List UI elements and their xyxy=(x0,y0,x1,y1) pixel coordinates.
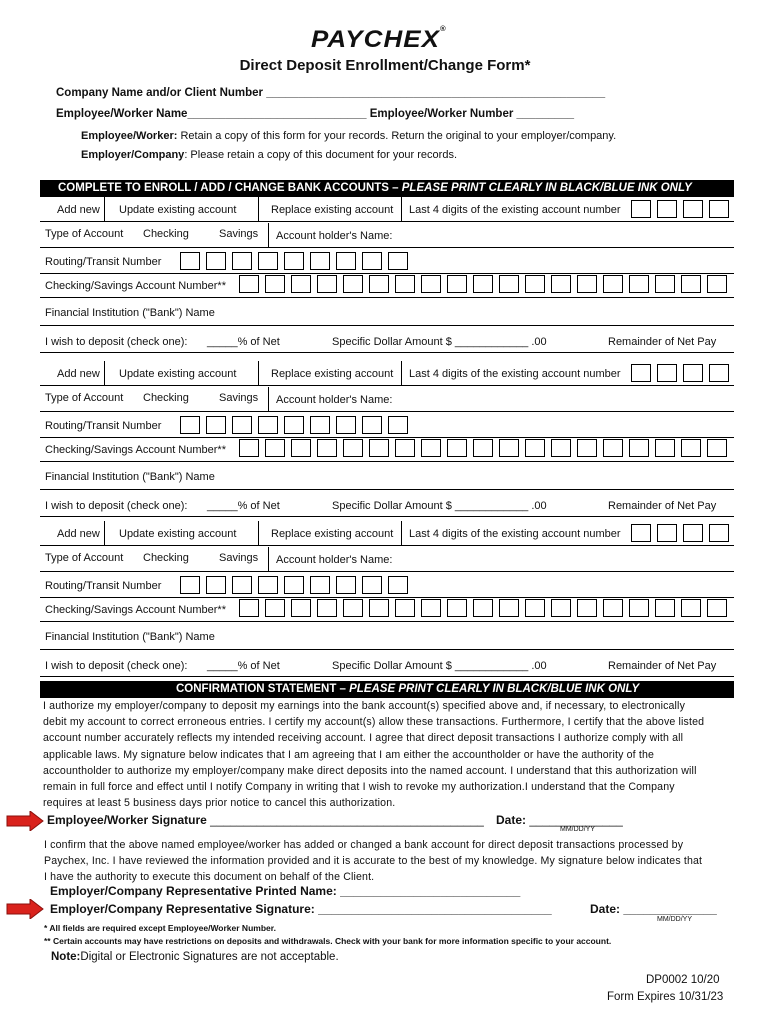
routing-digit-box[interactable] xyxy=(180,416,200,434)
account-digit-box[interactable] xyxy=(525,599,545,617)
last4-digit-box[interactable] xyxy=(709,524,729,542)
replace-existing-option[interactable]: Replace existing account xyxy=(271,368,394,380)
update-existing-option[interactable]: Update existing account xyxy=(119,528,237,540)
divider xyxy=(40,461,734,462)
arrow-icon xyxy=(6,899,44,919)
divider xyxy=(268,547,269,571)
rep-printed-name-field[interactable]: Employer/Company Representative Printed Name: ___________________________ xyxy=(50,884,521,898)
arrow-icon xyxy=(6,811,44,831)
financial-institution-field[interactable]: Financial Institution ("Bank") Name xyxy=(45,631,215,643)
account-digit-box[interactable] xyxy=(525,275,545,293)
divider xyxy=(40,297,734,298)
routing-digit-box[interactable] xyxy=(336,416,356,434)
divider xyxy=(40,571,734,572)
footnote-required: * All fields are required except Employee/Worker Number. xyxy=(44,923,276,933)
divider xyxy=(40,676,734,677)
last4-label: Last 4 digits of the existing account number xyxy=(409,528,621,540)
routing-digit-box[interactable] xyxy=(232,252,252,270)
divider xyxy=(401,361,402,385)
account-digit-box[interactable] xyxy=(395,439,415,457)
account-digit-box[interactable] xyxy=(395,275,415,293)
last4-digit-box[interactable] xyxy=(631,524,651,542)
account-digit-box[interactable] xyxy=(603,275,623,293)
divider xyxy=(40,411,734,412)
account-digit-box[interactable] xyxy=(447,275,467,293)
enroll-section-bar: COMPLETE TO ENROLL / ADD / CHANGE BANK ACCOUNTS – PLEASE PRINT CLEARLY IN BLACK/BLUE INK ONLY xyxy=(40,180,734,197)
form-code: DP0002 10/20 xyxy=(646,974,720,986)
type-of-account-label: Type of Account xyxy=(45,552,124,564)
account-digit-box[interactable] xyxy=(707,439,727,457)
checking-option[interactable]: Checking xyxy=(143,392,189,404)
rep-date-field[interactable]: Date: ______________ xyxy=(590,902,717,916)
account-digit-box[interactable] xyxy=(343,275,363,293)
divider xyxy=(40,489,734,490)
form-title: Direct Deposit Enrollment/Change Form* xyxy=(239,57,531,74)
deposit-choice-label: I wish to deposit (check one): xyxy=(45,500,188,512)
financial-institution-field[interactable]: Financial Institution ("Bank") Name xyxy=(45,307,215,319)
routing-digit-box[interactable] xyxy=(284,252,304,270)
employee-date-field[interactable]: Date: ______________ xyxy=(496,813,623,827)
last4-digit-box[interactable] xyxy=(709,364,729,382)
routing-digit-box[interactable] xyxy=(180,576,200,594)
routing-digit-box[interactable] xyxy=(336,252,356,270)
divider xyxy=(40,437,734,438)
divider xyxy=(40,221,734,222)
divider xyxy=(401,521,402,545)
add-new-option[interactable]: Add new xyxy=(57,528,100,540)
employee-note: Employee/Worker: Retain a copy of this form for your records. Return the original to your employer/company. xyxy=(81,130,617,142)
routing-digit-box[interactable] xyxy=(232,416,252,434)
last4-label: Last 4 digits of the existing account number xyxy=(409,204,621,216)
last4-digit-box[interactable] xyxy=(683,200,703,218)
account-digit-box[interactable] xyxy=(499,439,519,457)
last4-digit-box[interactable] xyxy=(683,524,703,542)
account-digit-box[interactable] xyxy=(577,599,597,617)
specific-amount-option[interactable]: Specific Dollar Amount $ ____________ .00 xyxy=(332,660,547,672)
divider xyxy=(40,247,734,248)
confirmation-statement: I authorize my employer/company to deposit my earnings into the bank account(s) specified above and, if necessary, to electronically debit my account to correct erroneous entries. I certify my account(s) allow these transactions. Furthermore, I certify that the above listed account number accurately reflects my intended receiving account. I agree that direct deposit transactions I authorize comply with all applicable laws. My signature below indicates that I am agreeing that I am either the accountholder or have the authority of the accountholder to authorize my employer/company make direct deposits into the named account. I understand that this authorization will remain in full force and effect until I notify Company in writing that I wish to revoke my authorization.I understand that the Company requires at least 5 business days prior notice to cancel this authorization. xyxy=(43,700,705,810)
account-digit-box[interactable] xyxy=(291,599,311,617)
percent-of-net-option[interactable]: _____% of Net xyxy=(207,660,280,672)
employee-signature-line[interactable]: Employee/Worker Signature _________________________________________ xyxy=(47,813,484,827)
routing-digit-box[interactable] xyxy=(258,252,278,270)
routing-number-label: Routing/Transit Number xyxy=(45,256,162,268)
routing-digit-box[interactable] xyxy=(362,416,382,434)
account-digit-box[interactable] xyxy=(499,599,519,617)
account-digit-box[interactable] xyxy=(473,439,493,457)
account-digit-box[interactable] xyxy=(317,439,337,457)
account-digit-box[interactable] xyxy=(421,599,441,617)
divider xyxy=(40,621,734,622)
routing-digit-box[interactable] xyxy=(310,416,330,434)
replace-existing-option[interactable]: Replace existing account xyxy=(271,528,394,540)
last4-digit-box[interactable] xyxy=(657,524,677,542)
last4-digit-box[interactable] xyxy=(631,200,651,218)
replace-existing-option[interactable]: Replace existing account xyxy=(271,204,394,216)
account-digit-box[interactable] xyxy=(629,275,649,293)
divider xyxy=(40,649,734,650)
account-digit-box[interactable] xyxy=(499,275,519,293)
account-digit-box[interactable] xyxy=(369,599,389,617)
routing-digit-box[interactable] xyxy=(310,252,330,270)
routing-digit-box[interactable] xyxy=(180,252,200,270)
update-existing-option[interactable]: Update existing account xyxy=(119,368,237,380)
divider xyxy=(258,197,259,221)
signature-note: Note:Digital or Electronic Signatures are not acceptable. xyxy=(51,951,339,963)
divider xyxy=(40,545,734,546)
savings-option[interactable]: Savings xyxy=(219,392,259,404)
account-digit-box[interactable] xyxy=(681,439,701,457)
account-digit-box[interactable] xyxy=(577,439,597,457)
routing-digit-box[interactable] xyxy=(258,416,278,434)
account-digit-box[interactable] xyxy=(707,599,727,617)
routing-digit-box[interactable] xyxy=(284,416,304,434)
account-digit-box[interactable] xyxy=(681,599,701,617)
account-digit-box[interactable] xyxy=(603,439,623,457)
financial-institution-field[interactable]: Financial Institution ("Bank") Name xyxy=(45,471,215,483)
rep-signature-field[interactable]: Employer/Company Representative Signature: ___________________________________ xyxy=(50,902,552,916)
divider xyxy=(104,197,105,221)
last4-digit-box[interactable] xyxy=(683,364,703,382)
account-digit-box[interactable] xyxy=(265,439,285,457)
account-holder-name-field[interactable]: Account holder's Name: xyxy=(276,230,393,242)
form-expiry: Form Expires 10/31/23 xyxy=(607,991,724,1003)
routing-digit-box[interactable] xyxy=(258,576,278,594)
routing-digit-box[interactable] xyxy=(232,576,252,594)
account-digit-box[interactable] xyxy=(369,275,389,293)
account-digit-box[interactable] xyxy=(239,275,259,293)
divider xyxy=(104,361,105,385)
account-digit-box[interactable] xyxy=(421,275,441,293)
routing-digit-box[interactable] xyxy=(206,252,226,270)
account-digit-box[interactable] xyxy=(265,275,285,293)
divider xyxy=(40,352,734,353)
type-of-account-label: Type of Account xyxy=(45,228,124,240)
savings-option[interactable]: Savings xyxy=(219,552,259,564)
type-of-account-label: Type of Account xyxy=(45,392,124,404)
routing-digit-box[interactable] xyxy=(310,576,330,594)
account-digit-box[interactable] xyxy=(551,275,571,293)
update-existing-option[interactable]: Update existing account xyxy=(119,204,237,216)
account-digit-box[interactable] xyxy=(343,599,363,617)
routing-digit-box[interactable] xyxy=(388,576,408,594)
account-holder-name-field[interactable]: Account holder's Name: xyxy=(276,554,393,566)
routing-digit-box[interactable] xyxy=(206,416,226,434)
account-digit-box[interactable] xyxy=(603,599,623,617)
account-digit-box[interactable] xyxy=(421,439,441,457)
last4-digit-box[interactable] xyxy=(709,200,729,218)
last4-digit-box[interactable] xyxy=(657,364,677,382)
account-holder-name-field[interactable]: Account holder's Name: xyxy=(276,394,393,406)
divider xyxy=(104,521,105,545)
account-digit-box[interactable] xyxy=(655,599,675,617)
account-digit-box[interactable] xyxy=(447,599,467,617)
divider xyxy=(268,223,269,247)
divider xyxy=(268,387,269,411)
routing-digit-box[interactable] xyxy=(206,576,226,594)
account-digit-box[interactable] xyxy=(317,599,337,617)
account-digit-box[interactable] xyxy=(291,275,311,293)
routing-digit-box[interactable] xyxy=(336,576,356,594)
routing-number-label: Routing/Transit Number xyxy=(45,580,162,592)
routing-digit-box[interactable] xyxy=(388,416,408,434)
account-digit-box[interactable] xyxy=(551,599,571,617)
account-digit-box[interactable] xyxy=(291,439,311,457)
remainder-option[interactable]: Remainder of Net Pay xyxy=(608,500,717,512)
routing-digit-box[interactable] xyxy=(362,576,382,594)
divider xyxy=(40,597,734,598)
account-number-label: Checking/Savings Account Number** xyxy=(45,444,226,456)
account-digit-box[interactable] xyxy=(629,439,649,457)
account-digit-box[interactable] xyxy=(707,275,727,293)
divider xyxy=(40,385,734,386)
routing-digit-box[interactable] xyxy=(388,252,408,270)
checking-option[interactable]: Checking xyxy=(143,552,189,564)
routing-number-label: Routing/Transit Number xyxy=(45,420,162,432)
add-new-option[interactable]: Add new xyxy=(57,204,100,216)
account-digit-box[interactable] xyxy=(265,599,285,617)
account-digit-box[interactable] xyxy=(239,439,259,457)
remainder-option[interactable]: Remainder of Net Pay xyxy=(608,660,717,672)
confirmation-bar: CONFIRMATION STATEMENT – PLEASE PRINT CLEARLY IN BLACK/BLUE INK ONLY xyxy=(40,681,734,698)
percent-of-net-option[interactable]: _____% of Net xyxy=(207,336,280,348)
account-digit-box[interactable] xyxy=(577,275,597,293)
specific-amount-option[interactable]: Specific Dollar Amount $ ____________ .00 xyxy=(332,500,547,512)
savings-option[interactable]: Savings xyxy=(219,228,259,240)
deposit-choice-label: I wish to deposit (check one): xyxy=(45,336,188,348)
employer-note: Employer/Company: Please retain a copy of this document for your records. xyxy=(81,149,458,161)
specific-amount-option[interactable]: Specific Dollar Amount $ ____________ .00 xyxy=(332,336,547,348)
account-digit-box[interactable] xyxy=(629,599,649,617)
add-new-option[interactable]: Add new xyxy=(57,368,100,380)
employer-confirmation: I confirm that the above named employee/worker has added or changed a bank account for direct deposit transactions processed by Paychex, Inc. I have reviewed the information provided and it is accurate to the best of my knowledge. My signature below indicates that I have the authority to execute this document on behalf of the Client. xyxy=(44,839,703,884)
divider xyxy=(40,516,734,517)
routing-digit-box[interactable] xyxy=(284,576,304,594)
date-format-hint: MM/DD/YY xyxy=(657,916,692,923)
account-digit-box[interactable] xyxy=(317,275,337,293)
account-digit-box[interactable] xyxy=(239,599,259,617)
account-number-label: Checking/Savings Account Number** xyxy=(45,604,226,616)
employee-name-field[interactable]: Employee/Worker Name____________________________ Employee/Worker Number _________ xyxy=(56,108,575,120)
routing-digit-box[interactable] xyxy=(362,252,382,270)
date-format-hint: MM/DD/YY xyxy=(560,826,595,833)
account-digit-box[interactable] xyxy=(655,439,675,457)
deposit-choice-label: I wish to deposit (check one): xyxy=(45,660,188,672)
account-digit-box[interactable] xyxy=(655,275,675,293)
account-digit-box[interactable] xyxy=(369,439,389,457)
divider xyxy=(40,325,734,326)
account-digit-box[interactable] xyxy=(473,275,493,293)
last4-digit-box[interactable] xyxy=(657,200,677,218)
last4-label: Last 4 digits of the existing account number xyxy=(409,368,621,380)
account-number-label: Checking/Savings Account Number** xyxy=(45,280,226,292)
account-digit-box[interactable] xyxy=(473,599,493,617)
remainder-option[interactable]: Remainder of Net Pay xyxy=(608,336,717,348)
paychex-logo: PAYCHEX® xyxy=(310,26,447,53)
account-digit-box[interactable] xyxy=(681,275,701,293)
last4-digit-box[interactable] xyxy=(631,364,651,382)
divider xyxy=(401,197,402,221)
divider xyxy=(258,361,259,385)
footnote-restrictions: ** Certain accounts may have restrictions on deposits and withdrawals. Check with your bank for more information specific to your account. xyxy=(44,936,612,946)
account-digit-box[interactable] xyxy=(447,439,467,457)
checking-option[interactable]: Checking xyxy=(143,228,189,240)
divider xyxy=(258,521,259,545)
divider xyxy=(40,273,734,274)
account-digit-box[interactable] xyxy=(343,439,363,457)
account-digit-box[interactable] xyxy=(525,439,545,457)
company-name-field[interactable]: Company Name and/or Client Number _____________________________________________________ xyxy=(56,87,606,99)
account-digit-box[interactable] xyxy=(551,439,571,457)
percent-of-net-option[interactable]: _____% of Net xyxy=(207,500,280,512)
account-digit-box[interactable] xyxy=(395,599,415,617)
